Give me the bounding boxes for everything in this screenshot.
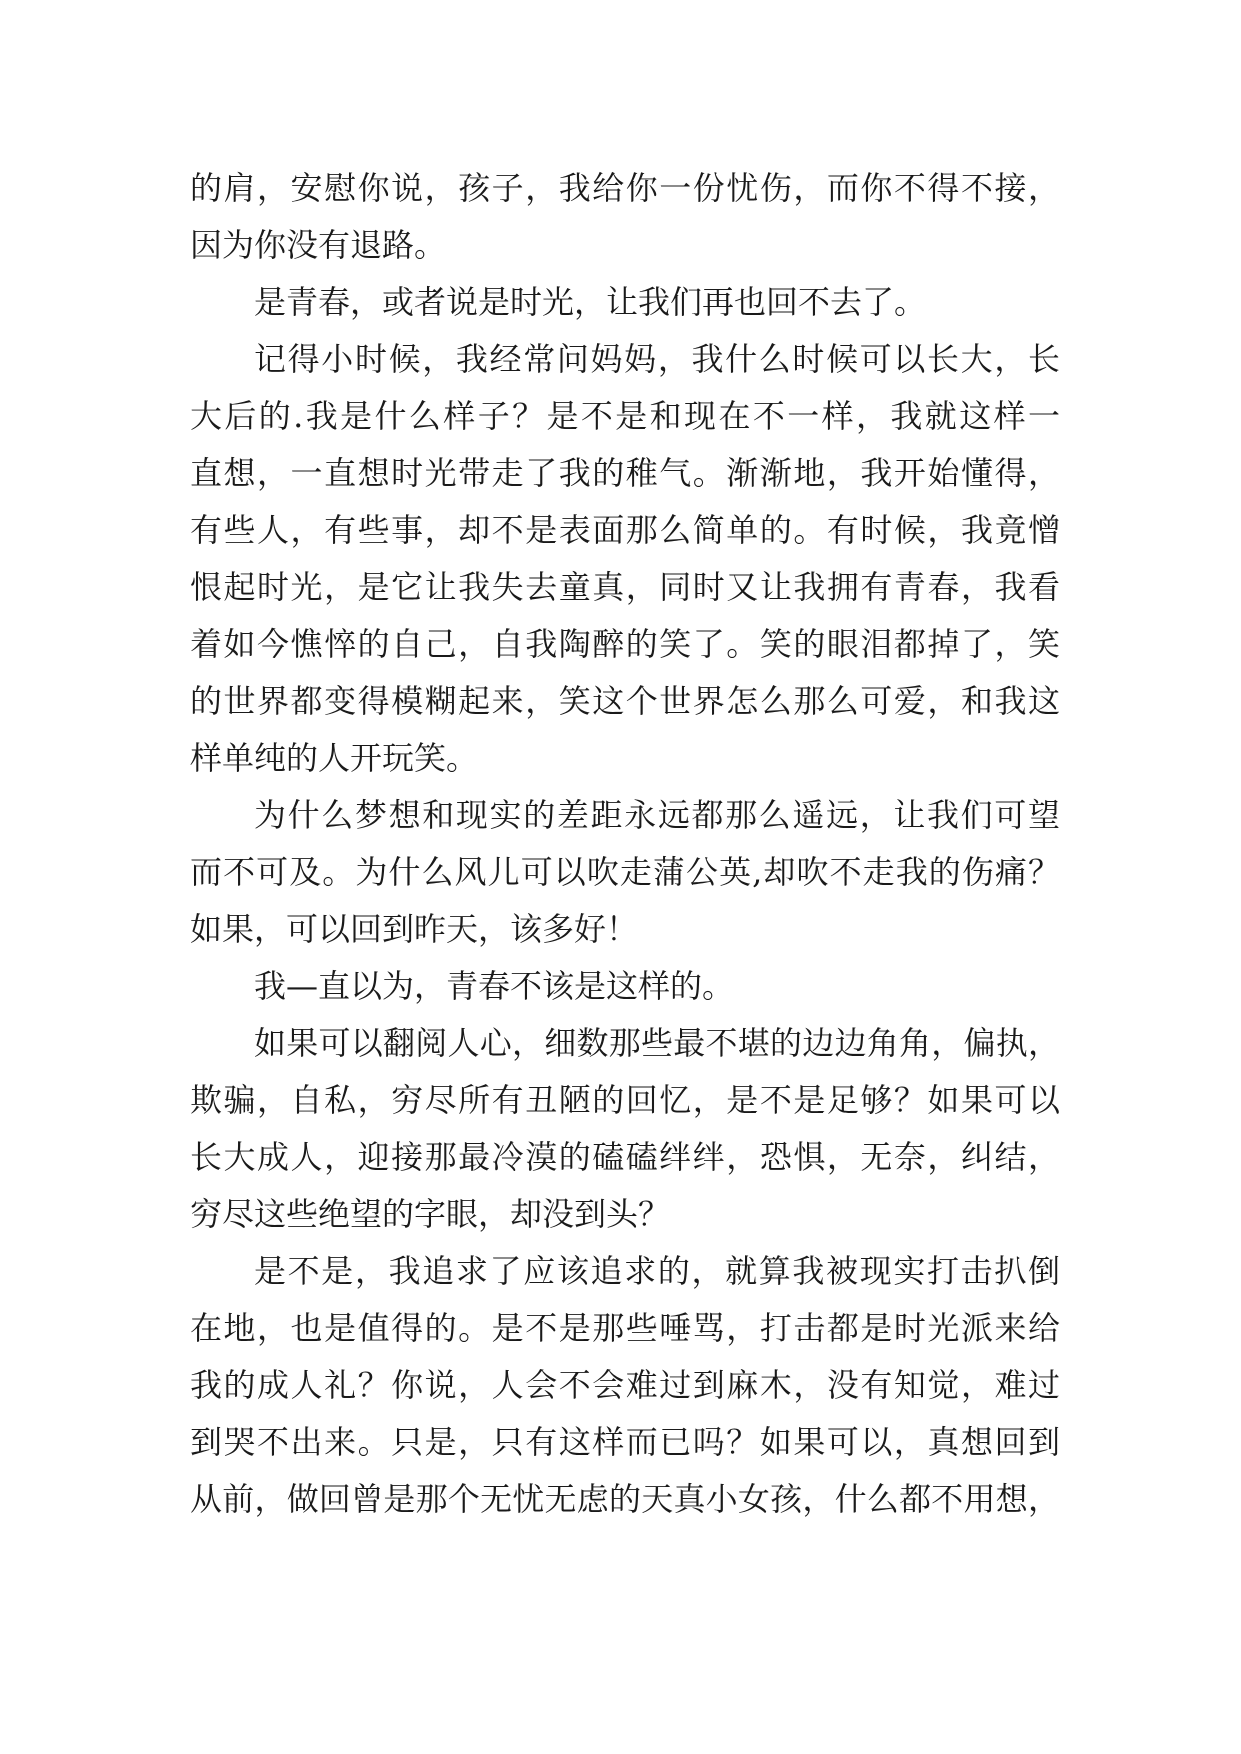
text-line: 直想，一直想时光带走了我的稚气。渐渐地，我开始懂得，	[190, 454, 1060, 492]
text-line: 的世界都变得模糊起来，笑这个世界怎么那么可爱，和我这	[190, 682, 1060, 720]
text-line: 我的成人礼？你说，人会不会难过到麻木，没有知觉，难过	[190, 1366, 1060, 1404]
text-line: 如果可以翻阅人心，细数那些最不堪的边边角角，偏执，	[254, 1024, 1060, 1062]
paragraph-3	[190, 331, 1060, 787]
text-line: 是不是，我追求了应该追求的，就算我被现实打击扒倒	[254, 1252, 1060, 1290]
text-line: 到哭不出来。只是，只有这样而已吗？如果可以，真想回到	[190, 1423, 1060, 1461]
paragraph-4	[190, 787, 1060, 958]
paragraph-7	[190, 1243, 1060, 1528]
text-line: 大后的.我是什么样子？是不是和现在不一样，我就这样一	[190, 397, 1060, 435]
document-body	[190, 160, 1060, 1528]
text-line: 长大成人，迎接那最冷漠的磕磕绊绊，恐惧，无奈，纠结，	[190, 1138, 1060, 1176]
paragraph-1	[190, 160, 1060, 274]
text-line: 因为你没有退路。	[190, 226, 447, 264]
text-line: 从前，做回曾是那个无忧无虑的天真小女孩，什么都不用想，	[190, 1480, 1060, 1518]
text-line: 如果，可以回到昨天，该多好！	[190, 910, 639, 948]
text-line: 样单纯的人开玩笑。	[190, 739, 479, 777]
paragraph-6	[190, 1015, 1060, 1243]
text-line: 穷尽这些绝望的字眼，却没到头？	[190, 1195, 671, 1233]
text-line: 而不可及。为什么风儿可以吹走蒲公英,却吹不走我的伤痛？	[190, 853, 1060, 891]
text-line: 为什么梦想和现实的差距永远都那么遥远，让我们可望	[254, 796, 1060, 834]
text-line: 我—直以为，青春不该是这样的。	[254, 967, 735, 1005]
text-line: 的肩，安慰你说，孩子，我给你一份忧伤，而你不得不接，	[190, 169, 1060, 207]
text-line: 记得小时候，我经常问妈妈，我什么时候可以长大，长	[254, 340, 1060, 378]
text-line: 着如今憔悴的自己，自我陶醉的笑了。笑的眼泪都掉了，笑	[190, 625, 1060, 663]
text-line: 有些人，有些事，却不是表面那么简单的。有时候，我竟憎	[190, 511, 1060, 549]
text-line: 恨起时光，是它让我失去童真，同时又让我拥有青春，我看	[190, 568, 1060, 606]
text-line: 是青春，或者说是时光，让我们再也回不去了。	[254, 283, 927, 321]
paragraph-5	[190, 958, 1060, 1015]
text-line: 欺骗，自私，穷尽所有丑陋的回忆，是不是足够？如果可以	[190, 1081, 1060, 1119]
paragraph-2	[190, 274, 1060, 331]
text-line: 在地，也是值得的。是不是那些唾骂，打击都是时光派来给	[190, 1309, 1060, 1347]
